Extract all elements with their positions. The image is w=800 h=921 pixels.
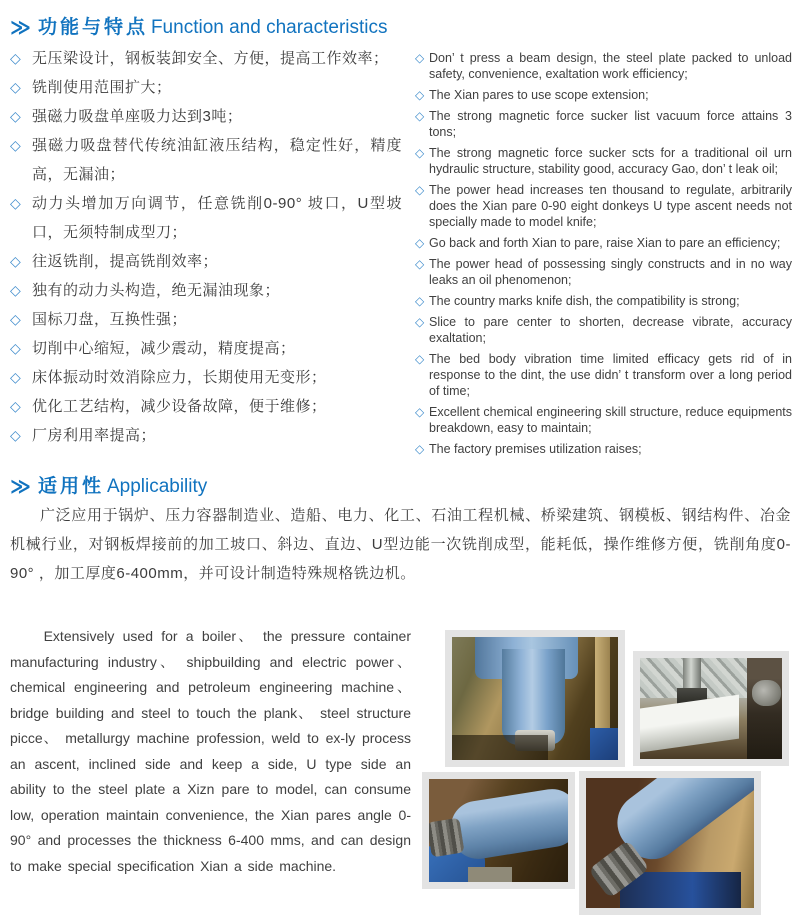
- diamond-bullet-icon: ◇: [10, 108, 22, 124]
- diamond-bullet-icon: ◇: [10, 253, 22, 269]
- diamond-bullet-icon: ◇: [415, 51, 425, 65]
- feature-item: [415, 293, 792, 309]
- diamond-bullet-icon: ◇: [10, 50, 22, 66]
- feature-item: [10, 44, 402, 73]
- diamond-bullet-icon: ◇: [415, 88, 425, 102]
- feature-item-text: 动力头增加万向调节，任意铣削0-90° 坡口，U型坡口，无须特制成型刀；: [32, 195, 402, 241]
- photo-shape-spindle: [448, 786, 575, 863]
- feature-item-text: Excellent chemical engineering skill structure, reduce equipments breakdown, easy to maintain;: [429, 405, 792, 435]
- photo-shape-base: [468, 867, 512, 882]
- feature-item: [10, 276, 402, 305]
- section-function-title-en: Function and characteristics: [150, 17, 388, 38]
- diamond-bullet-icon: ◇: [415, 236, 425, 250]
- applicability-paragraph-zh: 广泛应用于锅炉、压力容器制造业、造船、电力、化工、石油工程机械、桥梁建筑、钢模板、钢结构件、冶金机械行业，对钢板焊接前的加工坡口、斜边、直边、U型边能一次铣削成型，能耗低，操作维修方便，铣削角度0-90° ，加工厚度6-400mm，并可设计制造特殊规格铣边机。: [10, 507, 791, 582]
- feature-item-text: The country marks knife dish, the compatibility is strong;: [429, 294, 740, 308]
- feature-item: [10, 392, 402, 421]
- diamond-bullet-icon: ◇: [10, 369, 22, 385]
- feature-item: [415, 50, 792, 82]
- diamond-bullet-icon: ◇: [10, 137, 22, 153]
- feature-item-text: 厂房利用率提高；: [32, 427, 157, 444]
- photo-shape-dark-side: [747, 658, 783, 759]
- feature-item: [10, 305, 402, 334]
- feature-item-text: 独有的动力头构造，绝无漏油现象；: [32, 282, 281, 299]
- feature-item: [415, 145, 792, 177]
- feature-item-text: The strong magnetic force sucker list vacuum force attains 3 tons;: [429, 109, 792, 139]
- section-function-title-zh: 功能与特点: [37, 17, 148, 38]
- diamond-bullet-icon: ◇: [415, 315, 425, 329]
- feature-item: [10, 247, 402, 276]
- feature-item-text: 强磁力吸盘单座吸力达到3吨；: [32, 108, 243, 125]
- feature-item-text: 铣削使用范围扩大；: [32, 79, 172, 96]
- feature-item: [10, 421, 402, 450]
- diamond-bullet-icon: ◇: [10, 398, 22, 414]
- diamond-bullet-icon: ◇: [415, 257, 425, 271]
- feature-item-text: Slice to pare center to shorten, decrease vibrate, accuracy exaltation;: [429, 315, 792, 345]
- feature-item: [10, 73, 402, 102]
- diamond-bullet-icon: ◇: [10, 195, 22, 211]
- feature-item: [10, 102, 402, 131]
- section-function-header: [10, 12, 388, 40]
- photo-shape-dark-base: [620, 872, 741, 915]
- feature-item-text: The Xian pares to use scope extension;: [429, 88, 649, 102]
- diamond-bullet-icon: ◇: [10, 311, 22, 327]
- features-list-zh: [10, 44, 402, 450]
- diamond-bullet-icon: ◇: [10, 282, 22, 298]
- section-applicability-header: [10, 471, 207, 499]
- applicability-paragraph-en: Extensively used for a boiler、 the pressure container manufacturing industry、 shipbuilding and electric power、 chemical engineering and petroleum engineering machine、 bridge building and steel to touch the plank、 steel structure picce、 metallurgy machine profession, weld to ex-ly process an ascent, inclined side and keep a side, U type side an ability to the steel plate a Xizn pare to model, can consume low, operation maintain convenience, the Xian pares angle 0-90° and processes the thickness 6-400 mms, and can design to make special specification Xian a side machine.: [10, 628, 411, 874]
- photo-shape-cylinder: [752, 680, 780, 706]
- feature-item-text: 优化工艺结构，减少设备故障，便于维修；: [32, 398, 327, 415]
- photo-shape-steel-block: [634, 695, 739, 754]
- feature-item-text: The strong magnetic force sucker scts for a traditional oil urn hydraulic structure, stability good, accuracy Gao, don’ t leak oil;: [429, 146, 792, 176]
- feature-item: [415, 182, 792, 230]
- diamond-bullet-icon: ◇: [415, 442, 425, 456]
- double-chevron-icon: ≫: [10, 17, 31, 39]
- machine-photo-angled-milling-head: [579, 771, 761, 915]
- feature-item-text: The factory premises utilization raises;: [429, 442, 642, 456]
- diamond-bullet-icon: ◇: [10, 79, 22, 95]
- feature-item-text: 床体振动时效消除应力，长期使用无变形；: [32, 369, 327, 386]
- feature-item: [415, 351, 792, 399]
- diamond-bullet-icon: ◇: [415, 183, 425, 197]
- feature-item: [10, 131, 402, 189]
- features-list-en: [415, 50, 792, 462]
- diamond-bullet-icon: ◇: [10, 427, 22, 443]
- feature-item-text: 强磁力吸盘替代传统油缸液压结构，稳定性好，精度高，无漏油；: [32, 137, 402, 183]
- feature-item-text: The bed body vibration time limited efficacy gets rid of in response to the dint, the use didn’ t transform over a long period of time;: [429, 352, 792, 398]
- feature-item-text: 切削中心缩短，减少震动，精度提高；: [32, 340, 296, 357]
- feature-item-text: The power head increases ten thousand to regulate, arbitrarily does the Xian pare 0-90 eight donkeys U type ascent needs not specially made to model knife;: [429, 183, 792, 229]
- feature-item-text: Go back and forth Xian to pare, raise Xian to pare an efficiency;: [429, 236, 781, 250]
- feature-item: [10, 189, 402, 247]
- feature-item-text: Don’ t press a beam design, the steel plate packed to unload safety, convenience, exaltation work efficiency;: [429, 51, 792, 81]
- section-applicability-title-en: Applicability: [106, 476, 208, 497]
- feature-item: [415, 87, 792, 103]
- feature-item: [415, 314, 792, 346]
- diamond-bullet-icon: ◇: [415, 352, 425, 366]
- diamond-bullet-icon: ◇: [415, 146, 425, 160]
- feature-item: [415, 235, 792, 251]
- diamond-bullet-icon: ◇: [415, 294, 425, 308]
- photo-shape-shadow: [452, 735, 548, 760]
- feature-item: [415, 256, 792, 288]
- diamond-bullet-icon: ◇: [10, 340, 22, 356]
- feature-item: [10, 334, 402, 363]
- feature-item-text: 往返铣削，提高铣削效率；: [32, 253, 219, 270]
- photo-shape-corner: [590, 728, 618, 760]
- machine-photo-vertical-milling-head: [445, 630, 625, 767]
- feature-item: [10, 363, 402, 392]
- feature-item-text: 无压梁设计，钢板装卸安全、方便，提高工作效率；: [32, 50, 389, 67]
- diamond-bullet-icon: ◇: [415, 109, 425, 123]
- feature-item: [415, 108, 792, 140]
- feature-item-text: 国标刀盘，互换性强；: [32, 311, 188, 328]
- feature-item: [415, 441, 792, 457]
- diamond-bullet-icon: ◇: [415, 405, 425, 419]
- feature-item: [415, 404, 792, 436]
- machine-photo-horizontal-milling-head: [422, 772, 575, 889]
- section-applicability-title-zh: 适用性: [37, 476, 104, 497]
- machine-photo-milled-steel-plate: [633, 651, 789, 766]
- photo-shape-cutter: [426, 818, 464, 858]
- feature-item-text: The power head of possessing singly constructs and in no way leaks an oil phenomenon;: [429, 257, 792, 287]
- double-chevron-icon: ≫: [10, 476, 31, 498]
